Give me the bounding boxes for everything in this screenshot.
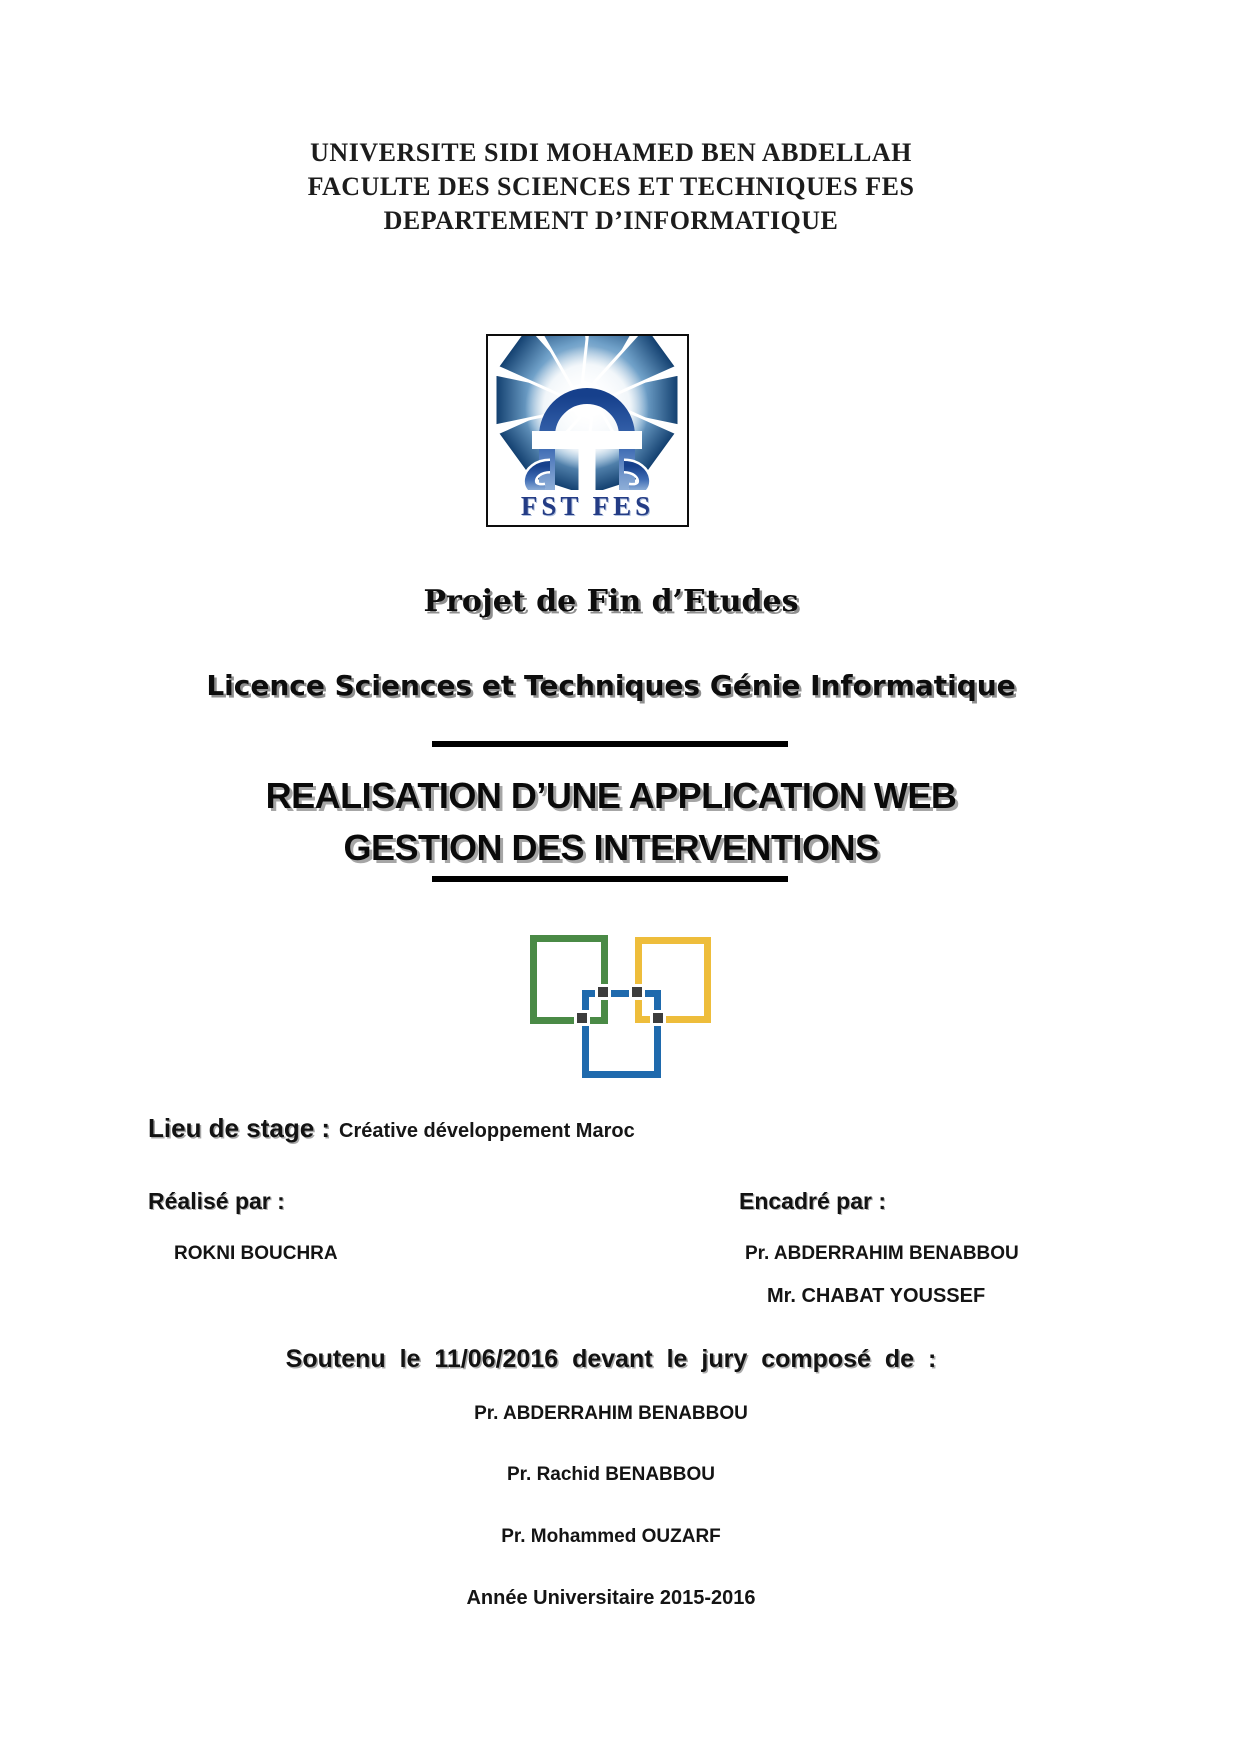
- university-header: [0, 136, 1222, 238]
- intersection-dot: [577, 1013, 587, 1023]
- university-name: UNIVERSITE SIDI MOHAMED BEN ABDELLAH: [310, 138, 912, 167]
- report-title-line1: REALISATION D’UNE APPLICATION WEB: [265, 775, 957, 816]
- supervisor-name-1: Pr. ABDERRAHIM BENABBOU: [745, 1243, 1019, 1264]
- title-divider-bottom: [432, 876, 788, 882]
- degree-title: Licence Sciences et Techniques Génie Informatique: [206, 669, 1016, 702]
- title-divider-top: [432, 741, 788, 747]
- blue-square: [582, 990, 661, 1078]
- realized-by-label: Réalisé par :: [148, 1188, 285, 1214]
- defense-statement: Soutenu le 11/06/2016 devant le jury composé de :: [285, 1345, 937, 1373]
- interlocking-squares-logo: [530, 935, 711, 1078]
- internship-location-value: Créative développement Maroc: [339, 1120, 635, 1142]
- faculty-name: FACULTE DES SCIENCES ET TECHNIQUES FES: [307, 172, 915, 201]
- jury-member-1: Pr. ABDERRAHIM BENABBOU: [474, 1403, 748, 1424]
- internship-location-label: Lieu de stage :: [148, 1113, 331, 1143]
- jury-member-2: Pr. Rachid BENABBOU: [507, 1464, 715, 1485]
- fst-fes-emblem: [488, 336, 687, 490]
- intersection-dot: [653, 1013, 663, 1023]
- supervised-by-label: Encadré par :: [739, 1188, 886, 1214]
- supervisor-name-2: Mr. CHABAT YOUSSEF: [767, 1285, 986, 1307]
- fst-fes-logo-caption: FST FES: [520, 491, 655, 521]
- academic-year: Année Universitaire 2015-2016: [466, 1587, 756, 1609]
- fst-fes-logo: [486, 334, 689, 527]
- project-type-title: Projet de Fin d’Etudes: [423, 584, 799, 619]
- intersection-dot: [632, 987, 642, 997]
- student-name: ROKNI BOUCHRA: [174, 1243, 338, 1264]
- jury-member-3: Pr. Mohammed OUZARF: [501, 1526, 721, 1547]
- internship-location-row: [148, 1113, 635, 1144]
- intersection-dot: [598, 987, 608, 997]
- report-title-line2: GESTION DES INTERVENTIONS: [343, 827, 879, 868]
- department-name: DEPARTEMENT D’INFORMATIQUE: [383, 206, 839, 235]
